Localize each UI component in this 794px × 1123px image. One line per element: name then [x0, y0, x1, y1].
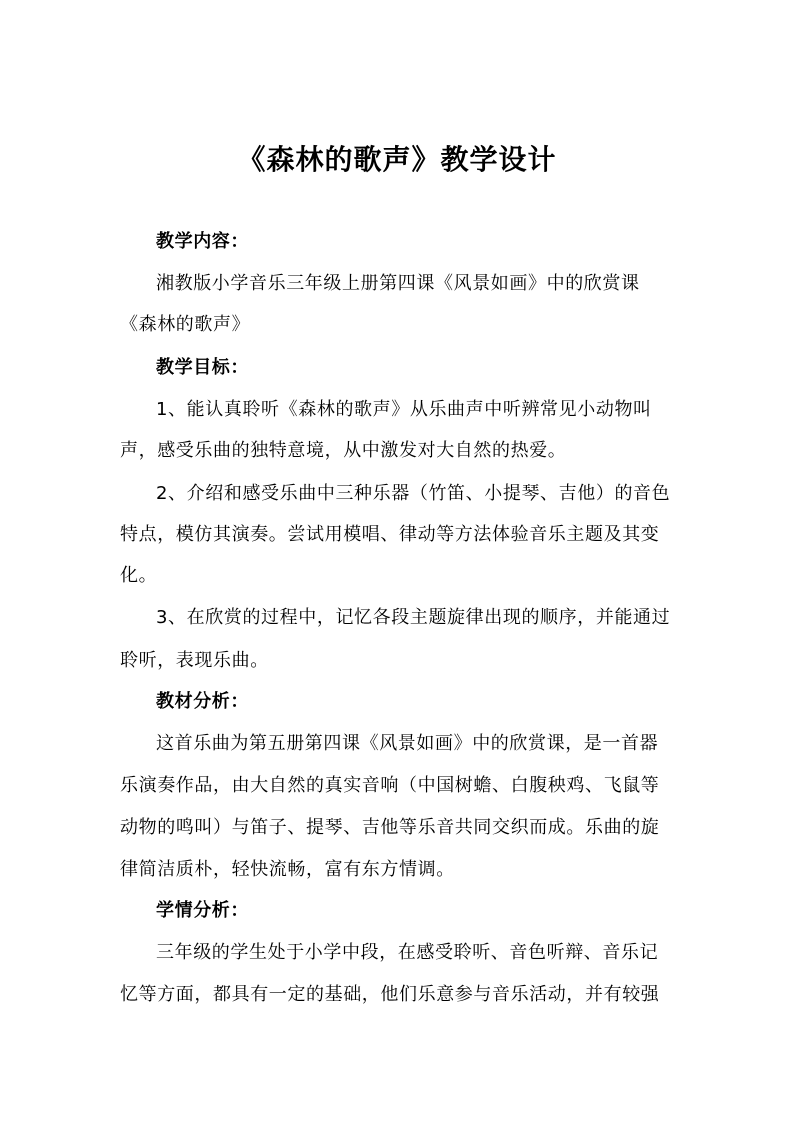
section-heading-material-analysis: 教材分析：	[156, 691, 249, 712]
paragraph-line: 2、介绍和感受乐曲中三种乐器（竹笛、小提琴、吉他）的音色	[156, 483, 671, 504]
paragraph-line: 忆等方面，都具有一定的基础，他们乐意参与音乐活动，并有较强	[120, 984, 660, 1005]
section-heading-teaching-goals: 教学目标：	[156, 357, 249, 378]
section-heading-student-analysis: 学情分析：	[156, 900, 249, 921]
paragraph-line: 特点，模仿其演奏。尝试用模唱、律动等方法体验音乐主题及其变	[120, 524, 660, 545]
paragraph-line: 1、能认真聆听《森林的歌声》从乐曲声中听辨常见小动物叫	[156, 399, 652, 420]
section-heading-teaching-content: 教学内容：	[156, 231, 249, 252]
paragraph-line: 3、在欣赏的过程中，记忆各段主题旋律出现的顺序，并能通过	[156, 607, 671, 628]
paragraph-line: 湘教版小学音乐三年级上册第四课《风景如画》中的欣赏课	[156, 273, 640, 294]
paragraph-line: 动物的鸣叫）与笛子、提琴、吉他等乐音共同交织而成。乐曲的旋	[120, 817, 660, 838]
paragraph-line: 乐演奏作品，由大自然的真实音响（中国树蟾、白腹秧鸡、飞鼠等	[120, 775, 660, 796]
paragraph-line: 聆听，表现乐曲。	[120, 650, 269, 671]
paragraph-line: 声，感受乐曲的独特意境，从中激发对大自然的热爱。	[120, 440, 567, 461]
document-title: 《森林的歌声》教学设计	[237, 143, 557, 176]
paragraph-line: 这首乐曲为第五册第四课《风景如画》中的欣赏课，是一首器	[156, 733, 659, 754]
paragraph-line: 《森林的歌声》	[120, 314, 251, 335]
paragraph-line: 化。	[120, 565, 158, 586]
paragraph-line: 律简洁质朴，轻快流畅，富有东方情调。	[120, 859, 455, 880]
paragraph-line: 三年级的学生处于小学中段，在感受聆听、音色听辩、音乐记	[156, 942, 659, 963]
